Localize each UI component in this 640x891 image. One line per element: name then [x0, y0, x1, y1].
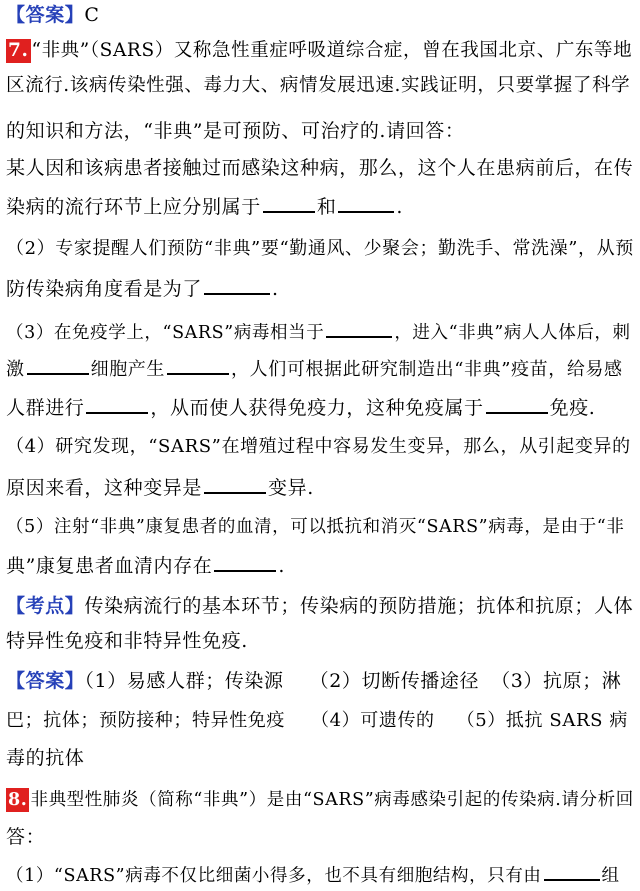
sub-question-3-line-3 [6, 394, 595, 421]
fill-blank[interactable] [338, 193, 394, 213]
answer-line-6 [6, 2, 100, 28]
key-points-text: 特异性免疫和非特异性免疫. [6, 630, 248, 652]
sub-question-5-line-2 [6, 552, 285, 579]
question-8-line-1 [6, 787, 634, 813]
question-text: 答： [6, 826, 46, 848]
key-points-tag: 【考点】 [6, 595, 85, 617]
question-text: 的知识和方法，“非典”是可预防、可治疗的.请回答： [6, 120, 465, 142]
question-text: 组 [601, 866, 620, 886]
question-text: 区流行.该病传染性强、毒力大、病情发展迅速.实践证明，只要掌握了科学 [6, 75, 631, 96]
question-text: ，从而使人获得免疫力，这种免疫属于 [150, 397, 484, 419]
question-text: 原因来看，这种变异是 [6, 477, 203, 499]
fill-blank[interactable] [27, 355, 89, 375]
answer-7-line-3 [6, 745, 84, 771]
question-text: 典”康复患者血清内存在 [6, 555, 213, 577]
fill-blank[interactable] [167, 355, 229, 375]
question-number-badge: 8. [8, 790, 28, 810]
question-text: （2）专家提醒人们预防“非典”要“勤通风、少聚会；勤洗手、常洗澡”，从预 [6, 238, 634, 259]
fill-blank[interactable] [204, 474, 266, 494]
question-text: 染病的流行环节上应分别属于 [6, 196, 261, 218]
question-text: “非典”（SARS）又称急性重症呼吸道综合症，曾在我国北京、广东等地 [31, 40, 633, 61]
question-text: （4）研究发现，“SARS”在增殖过程中容易发生变异，那么，从引起变异的 [6, 436, 631, 457]
question-7-line-4 [6, 155, 633, 181]
answer-text: 巴；抗体；预防接种；特异性免疫 [6, 710, 285, 731]
sub-question-5-line-1 [6, 514, 624, 540]
answer-7-line-1 [6, 668, 621, 694]
answer-text: （2）切断传播途径 [309, 670, 480, 692]
key-points-line-1 [6, 593, 633, 619]
fill-blank[interactable] [263, 193, 315, 213]
fill-blank[interactable] [204, 275, 270, 295]
sub-question-2-line-1 [6, 236, 634, 262]
question-8-line-3 [6, 861, 620, 889]
question-text: （1）“SARS”病毒不仅比细菌小得多，也不具有细胞结构，只有由 [6, 866, 542, 886]
answer-7-line-2 [6, 708, 628, 734]
question-7-line-1 [6, 38, 632, 64]
fill-blank[interactable] [214, 552, 276, 572]
question-text: 人群进行 [6, 397, 85, 419]
sub-question-3-line-2 [6, 355, 623, 383]
question-text: 和 [316, 196, 337, 218]
question-text: ，进入“非典”病人人体后，刺 [394, 323, 631, 343]
question-text: （5）注射“非典”康复患者的血清，可以抵抗和消灭“SARS”病毒，是由于“非 [6, 517, 625, 537]
question-text: 某人因和该病患者接触过而感染这种病，那么，这个人在患病前后，在传 [6, 157, 634, 179]
question-text: （3）在免疫学上，“SARS”病毒相当于 [6, 323, 325, 343]
answer-text: （4）可遗传的 [311, 710, 435, 731]
question-text: . [278, 555, 285, 577]
question-text: 变异. [268, 477, 314, 499]
fill-blank[interactable] [486, 394, 548, 414]
question-text: 免疫. [549, 397, 596, 419]
question-7-line-5 [6, 193, 403, 220]
sub-question-4-line-2 [6, 474, 314, 501]
question-7-line-3 [6, 118, 464, 144]
answer-text: （1）易感人群；传染源 [84, 670, 284, 692]
answer-tag: 【答案】 [6, 670, 85, 692]
answer-text: （3）抗原；淋 [491, 670, 622, 692]
question-7-line-2 [6, 73, 630, 99]
answer-text: （5）抵抗 SARS 病 [456, 710, 628, 731]
fill-blank[interactable] [86, 394, 148, 414]
question-text: . [272, 278, 279, 300]
question-8-line-2 [6, 824, 45, 850]
key-points-text: 传染病流行的基本环节；传染病的预防措施；抗体和抗原；人体 [84, 595, 634, 617]
question-text: 非典型性肺炎（简称“非典”）是由“SARS”病毒感染引起的传染病.请分析回 [30, 790, 634, 810]
question-text: ，人们可根据此研究制造出“非典”疫苗，给易感 [231, 359, 623, 380]
fill-blank[interactable] [326, 318, 392, 338]
sub-question-2-line-2 [6, 275, 279, 302]
question-text: 激 [6, 359, 25, 380]
answer-text: C [84, 4, 100, 26]
fill-blank[interactable] [544, 861, 600, 881]
key-points-line-2 [6, 628, 248, 654]
answer-text: 毒的抗体 [6, 747, 85, 769]
sub-question-4-line-1 [6, 434, 631, 460]
sub-question-3-line-1 [6, 318, 631, 346]
answer-tag: 【答案】 [6, 4, 85, 26]
question-text: 细胞产生 [90, 359, 166, 380]
question-text: . [396, 196, 404, 218]
question-text: 防传染病角度看是为了 [6, 278, 203, 300]
question-number-badge: 7. [8, 40, 29, 61]
